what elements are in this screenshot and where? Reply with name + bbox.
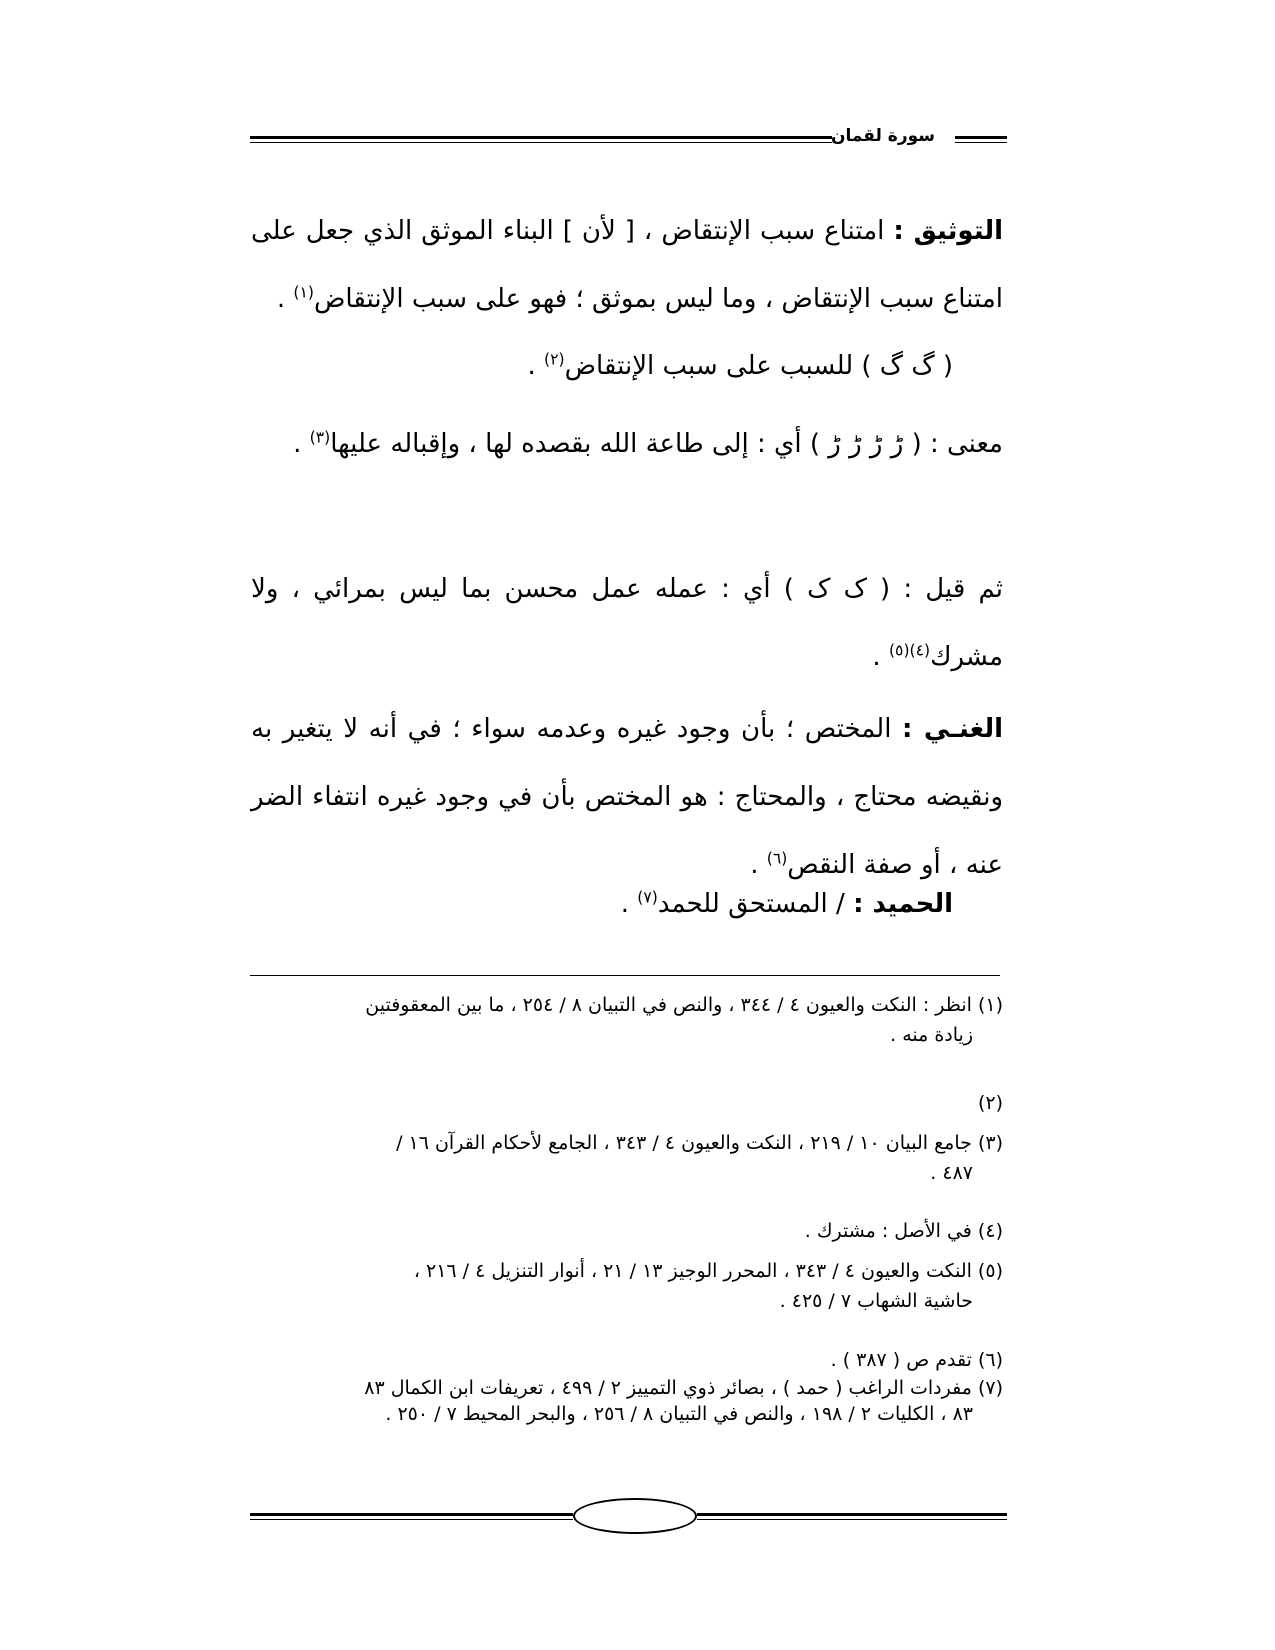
- footnote-text: (١) انظر : النكت والعيون ٤ / ٣٤٤ ، والنص في التبيان ٨ / ٢٥٤ ، ما بين المعقوفتين: [365, 994, 1003, 1016]
- footnote-text: (٧) مفردات الراغب ( حمد ) ، بصائر ذوي التمييز ٢ / ٤٩٩ ، تعريفات ابن الكمال ٨٣: [364, 1377, 1003, 1399]
- paragraph-hamid: [201, 870, 953, 938]
- footnote-4: [251, 1216, 1003, 1246]
- sentence-end: .: [750, 850, 767, 880]
- footnote-3: [251, 1128, 1003, 1188]
- footnote-text: (٦) تقدم ص ( ٣٨٧ ) .: [830, 1349, 1003, 1371]
- footnote-ref-3[interactable]: (٣): [309, 428, 331, 447]
- page-header-title: سورة لقمان: [830, 126, 935, 146]
- term-tawthiq: التوثيق :: [893, 216, 1003, 246]
- term-ghani: الغنـي :: [902, 714, 1004, 744]
- paragraph-text: المختص ؛ بأن وجود غيره وعدمه سواء ؛ في أنه لا يتغير به ونقيضه محتاج ، والمحتاج : هو المختص بأن في وجود غيره انتفاء الضر عنه ، أو صفة النقص: [251, 714, 1003, 880]
- footnote-text: (٢): [977, 1092, 1003, 1114]
- term-hamid: الحميد :: [853, 889, 953, 919]
- paragraph-text: / المستحق للحمد: [657, 889, 854, 919]
- paragraph-text: ( گ گ ) للسبب على سبب الإنتقاض: [564, 351, 953, 381]
- footnote-text: (٤) في الأصل : مشترك .: [804, 1220, 1003, 1242]
- paragraph-ghani: [251, 695, 1003, 899]
- paragraph-muhsin: [251, 555, 1003, 691]
- paragraph-text: ثم قيل : ( ک ک ) أي : عمله عمل محسن بما ليس بمرائي ، ولا مشرك: [251, 574, 1003, 672]
- footnote-5: [251, 1256, 1003, 1316]
- footnote-continuation: ٨٣ ، الكليات ٢ / ١٩٨ ، والنص في التبيان ٨ / ٢٥٦ ، والبحر المحيط ٧ / ٢٥٠ .: [385, 1403, 973, 1425]
- page-number-oval: [573, 1498, 697, 1534]
- footnote-ref-6[interactable]: (٦): [766, 849, 788, 868]
- paragraph-tawthiq: [251, 197, 1003, 333]
- footnote-1: [251, 990, 1003, 1050]
- footnote-6: [251, 1345, 1003, 1375]
- footnote-7: [251, 1375, 1003, 1427]
- sentence-end: .: [527, 351, 545, 381]
- paragraph-meaning: [251, 410, 1003, 478]
- footnote-separator: [250, 975, 1000, 976]
- footnote-continuation: زيادة منه .: [890, 1024, 973, 1046]
- sentence-end: .: [276, 284, 294, 314]
- footnote-ref-2[interactable]: (٢): [544, 350, 565, 369]
- footer-rule-left: [250, 1513, 573, 1520]
- footnote-continuation: حاشية الشهاب ٧ / ٤٢٥ .: [779, 1290, 973, 1312]
- header-rule-left: [250, 136, 832, 143]
- footnote-text: (٣) جامع البيان ١٠ / ٢١٩ ، النكت والعيون ٤ / ٣٤٣ ، الجامع لأحكام القرآن ١٦ /: [396, 1132, 1003, 1154]
- paragraph-text: امتناع سبب الإنتقاض ، [ لأن ] البناء الموثق الذي جعل على امتناع سبب الإنتقاض ، وما ليس بموثق ؛ فهو على سبب الإنتقاض: [251, 216, 1003, 314]
- footer-rule-right: [697, 1513, 1007, 1520]
- sentence-end: .: [620, 889, 638, 919]
- footnote-ref-4-5[interactable]: (٤)(٥): [888, 641, 931, 660]
- footnote-continuation: ٤٨٧ .: [930, 1162, 973, 1184]
- footnote-ref-7[interactable]: (٧): [637, 888, 658, 907]
- header-rule-right: [955, 136, 1007, 143]
- footnote-2: [251, 1088, 1003, 1118]
- footnote-text: (٥) النكت والعيون ٤ / ٣٤٣ ، المحرر الوجيز ١٣ / ٢١ ، أنوار التنزيل ٤ / ٢١٦ ،: [413, 1260, 1003, 1282]
- paragraph-quran-gaf: [201, 332, 953, 400]
- footnote-ref-1[interactable]: (١): [293, 283, 314, 302]
- sentence-end: .: [293, 429, 310, 459]
- sentence-end: .: [872, 642, 889, 672]
- paragraph-text: معنى : ( ڑ ڑ ڑ ڑ ) أي : إلى طاعة الله بقصده لها ، وإقباله عليها: [330, 429, 1003, 459]
